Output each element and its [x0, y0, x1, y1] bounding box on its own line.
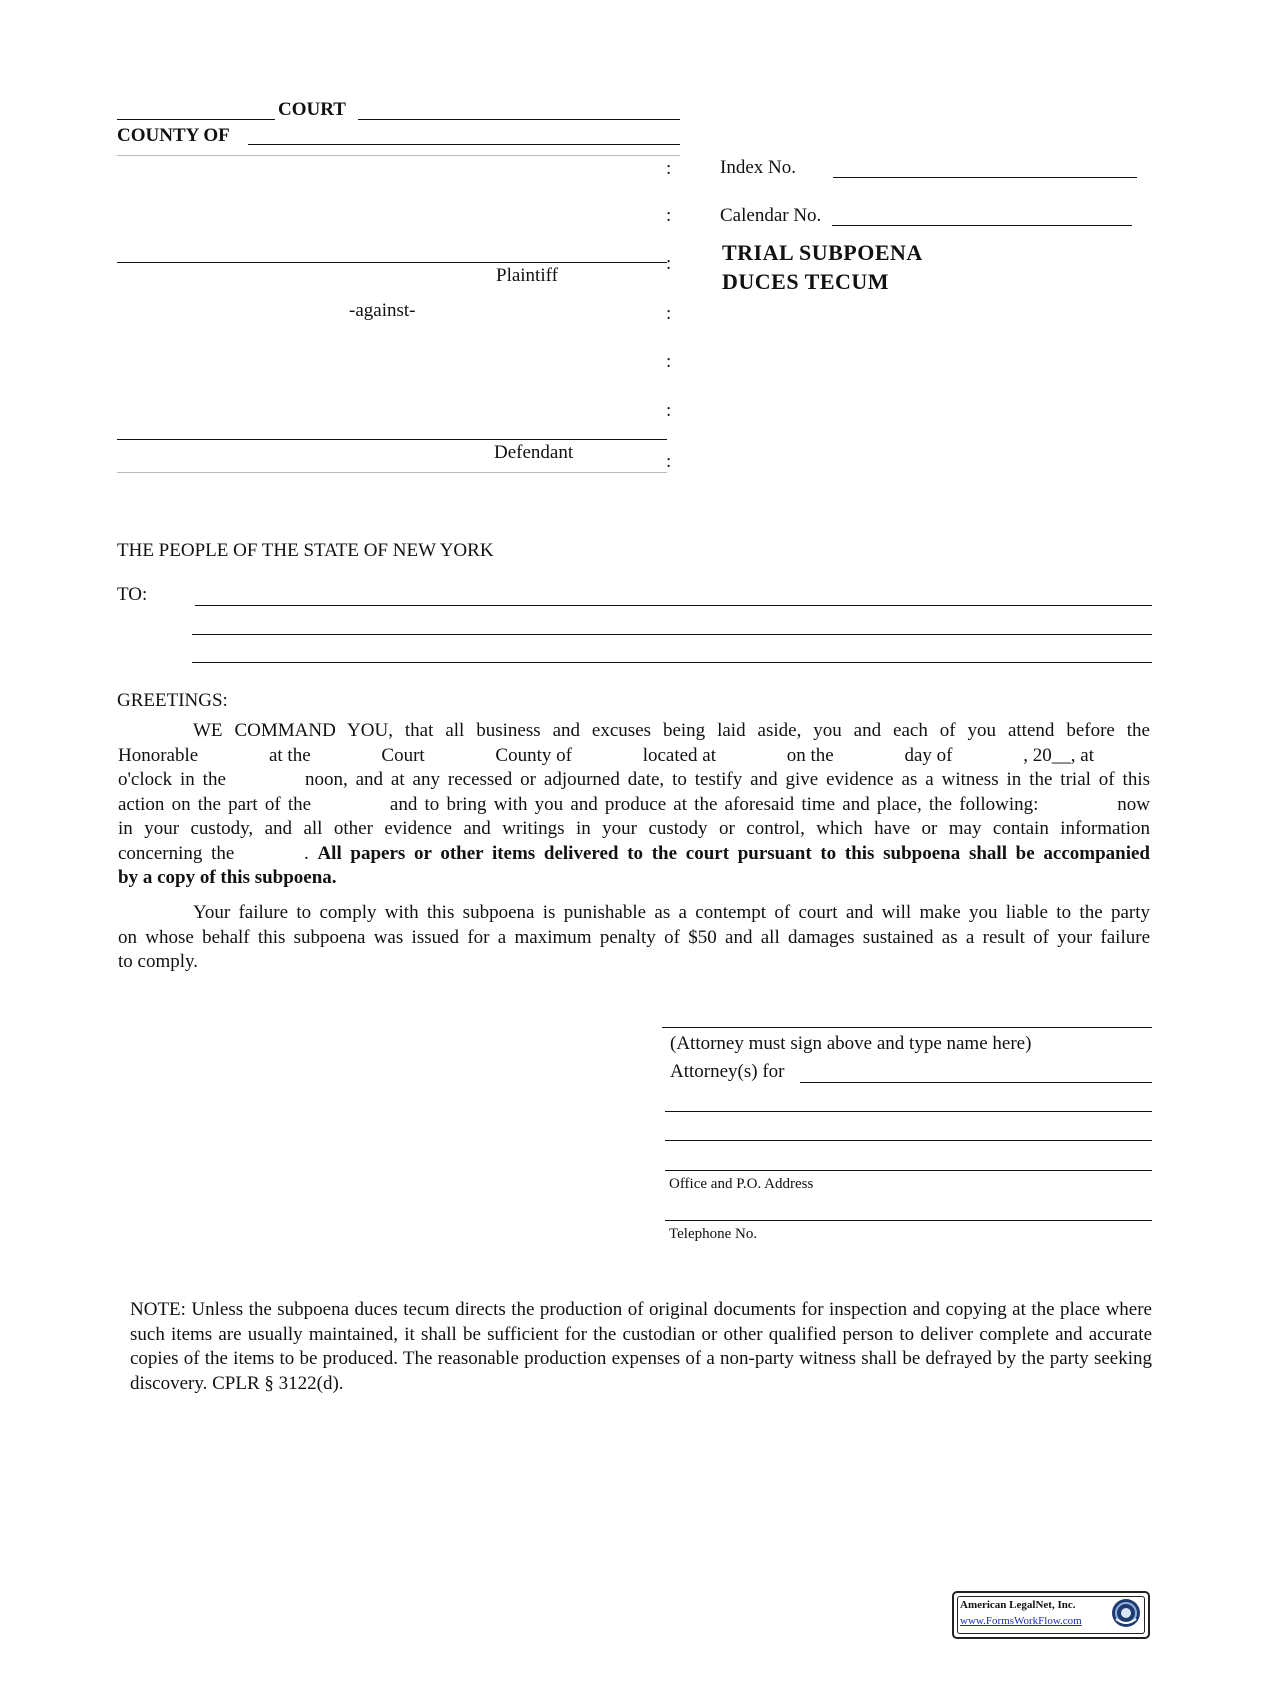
document-title-line2: DUCES TECUM	[722, 269, 890, 294]
command-word: County of	[495, 744, 572, 766]
command-line-blanks	[118, 744, 1150, 769]
command-line: WE COMMAND YOU, that all business and excuses being laid aside, you and each of you attend before the	[193, 720, 1150, 741]
attorneys-for-label: Attorney(s) for	[670, 1061, 785, 1082]
command-word: on the	[786, 744, 834, 766]
note-paragraph: NOTE: Unless the subpoena duces tecum directs the production of original documents for inspection and copying at the place where such items are usually maintained, it shall be sufficient for the custodian or other qualified person to deliver complete and accurate copies of the items to be produced. The reasonable production expenses of a non-party witness shall be defrayed by the party seeking discovery. CPLR § 3122(d).	[130, 1299, 1152, 1394]
command-word: at the	[268, 744, 311, 766]
globe-icon	[1110, 1597, 1142, 1629]
command-bold-end: by a copy of this subpoena.	[118, 867, 337, 888]
command-word: Honorable	[118, 744, 199, 766]
command-bold-text: All papers or other items delivered to the court pursuant to this subpoena shall be accompanied	[317, 842, 1150, 864]
county-blank[interactable]	[248, 144, 680, 145]
american-legalnet-logo	[952, 1591, 1150, 1639]
failure-line: to comply.	[118, 951, 199, 972]
caption-colon: :	[666, 400, 672, 421]
caption-divider	[117, 155, 680, 156]
calendar-number-blank[interactable]	[832, 225, 1132, 226]
logo-url-link[interactable]: www.FormsWorkFlow.com	[960, 1615, 1082, 1627]
failure-paragraph	[118, 901, 1150, 975]
failure-line: Your failure to comply with this subpoena is punishable as a contempt of court and will make you liable to the party	[193, 902, 1150, 923]
to-blank-1[interactable]	[195, 605, 1152, 606]
command-line: in your custody, and all other evidence and writings in your custody or control, which have or may contain information	[118, 818, 1150, 839]
command-word: located at	[642, 744, 717, 766]
command-line: action on the part of the and to bring with you and produce at the aforesaid time and place, the following: now	[118, 793, 1150, 815]
address-blank-2[interactable]	[665, 1140, 1152, 1141]
caption-colon: :	[666, 451, 672, 472]
calendar-number-label: Calendar No.	[720, 205, 822, 226]
command-word: day of	[904, 744, 953, 766]
people-of-state: THE PEOPLE OF THE STATE OF NEW YORK	[117, 540, 494, 561]
court-label: COURT	[278, 99, 346, 120]
address-blank-1[interactable]	[665, 1111, 1152, 1112]
caption-divider	[117, 472, 667, 473]
index-number-label: Index No.	[720, 157, 796, 178]
telephone-blank[interactable]	[665, 1220, 1152, 1221]
caption-colon: :	[666, 205, 672, 226]
to-blank-2[interactable]	[192, 634, 1152, 635]
document-title-line1: TRIAL SUBPOENA	[722, 240, 923, 265]
attorney-sign-instruction: (Attorney must sign above and type name here)	[670, 1033, 1032, 1054]
caption-colon: :	[666, 351, 672, 372]
attorneys-for-blank[interactable]	[800, 1082, 1152, 1083]
plaintiff-blank[interactable]	[117, 262, 667, 263]
court-name-blank-right[interactable]	[358, 119, 680, 120]
to-label: TO:	[117, 584, 148, 605]
plaintiff-label: Plaintiff	[496, 265, 558, 286]
caption-colon: :	[666, 158, 672, 179]
failure-line: on whose behalf this subpoena was issued for a maximum penalty of $50 and all damages sustained as a result of your failure	[118, 926, 1150, 948]
caption-colon: :	[666, 253, 672, 274]
greetings-label: GREETINGS:	[117, 690, 228, 711]
county-label: COUNTY OF	[117, 125, 230, 146]
signature-line[interactable]	[662, 1027, 1152, 1028]
address-blank-3[interactable]	[665, 1170, 1152, 1171]
defendant-blank[interactable]	[117, 439, 667, 440]
court-name-blank-left[interactable]	[117, 119, 275, 120]
telephone-label: Telephone No.	[669, 1226, 758, 1242]
command-concerning: concerning the .	[118, 842, 309, 864]
to-blank-3[interactable]	[192, 662, 1152, 663]
command-word: , 20__, at	[1023, 744, 1094, 766]
caption-colon: :	[666, 303, 672, 324]
logo-company-name: American LegalNet, Inc.	[960, 1599, 1076, 1611]
command-word: Court	[381, 744, 425, 766]
against-label: -against-	[349, 300, 416, 321]
command-paragraph	[118, 719, 1150, 891]
office-address-label: Office and P.O. Address	[669, 1176, 814, 1192]
command-line-bold-start	[118, 842, 1150, 867]
index-number-blank[interactable]	[833, 177, 1137, 178]
command-line: o'clock in the noon, and at any recessed or adjourned date, to testify and give evidence as a witness in the trial of this	[118, 769, 1150, 790]
defendant-label: Defendant	[494, 442, 574, 463]
